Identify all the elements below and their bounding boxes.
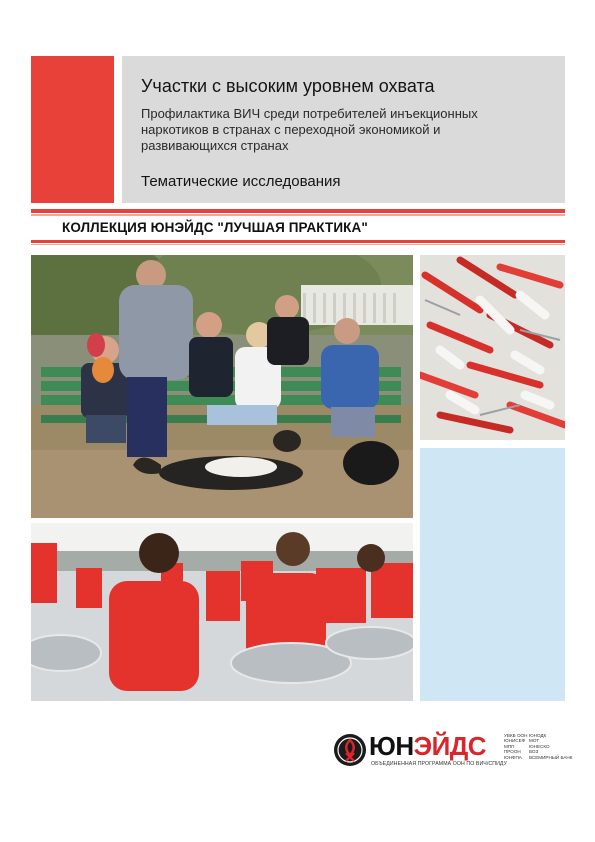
cosponsor: ЮНОДК (529, 733, 547, 738)
subtitle-line: развивающихся странах (141, 138, 289, 153)
photo-steel-band (31, 523, 413, 701)
photo-syringes (420, 255, 565, 440)
cosponsor: ВСЕМИРНЫЙ БАНК (529, 754, 573, 760)
subtitle-line: Профилактика ВИЧ среди потребителей инъекционных (141, 106, 478, 121)
cosponsors-column (504, 733, 527, 760)
divider-top-light (31, 214, 565, 216)
divider-top (31, 209, 565, 213)
photo-park-bench (31, 255, 413, 518)
cosponsor: ЮНЕСКО (529, 743, 550, 749)
collection-label: КОЛЛЕКЦИЯ ЮНЭЙДС "ЛУЧШАЯ ПРАКТИКА" (62, 220, 368, 235)
unaids-tagline: ОБЪЕДИНЕННАЯ ПРОГРАММА ООН ПО ВИЧ/СПИДУ (371, 761, 507, 767)
divider-bottom-light (31, 244, 565, 245)
cosponsor: МПП (504, 743, 515, 749)
page-subtitle (141, 106, 551, 154)
light-blue-panel (420, 448, 565, 701)
cosponsor: ВОЗ (529, 749, 539, 755)
section-label: Тематические исследования (141, 173, 341, 190)
wordmark-red: ЭЙДС (413, 731, 487, 761)
wordmark-dark: ЮН (369, 731, 414, 761)
header-red-block (31, 56, 114, 203)
unaids-wordmark (369, 731, 486, 762)
subtitle-line: наркотиков в странах с переходной экономикой и (141, 122, 441, 137)
page-title: Участки с высоким уровнем охвата (141, 76, 435, 96)
cosponsors-column (529, 733, 572, 760)
cosponsor: ЮНФПА (504, 754, 522, 760)
aids-ribbon-un-emblem-icon (333, 733, 367, 767)
cosponsor: УВКБ ООН (504, 733, 528, 738)
divider-bottom (31, 240, 565, 243)
cosponsor: МОТ (529, 738, 540, 744)
cosponsor: ЮНИСЕФ (504, 738, 526, 744)
cosponsor: ПРООН (504, 749, 521, 755)
